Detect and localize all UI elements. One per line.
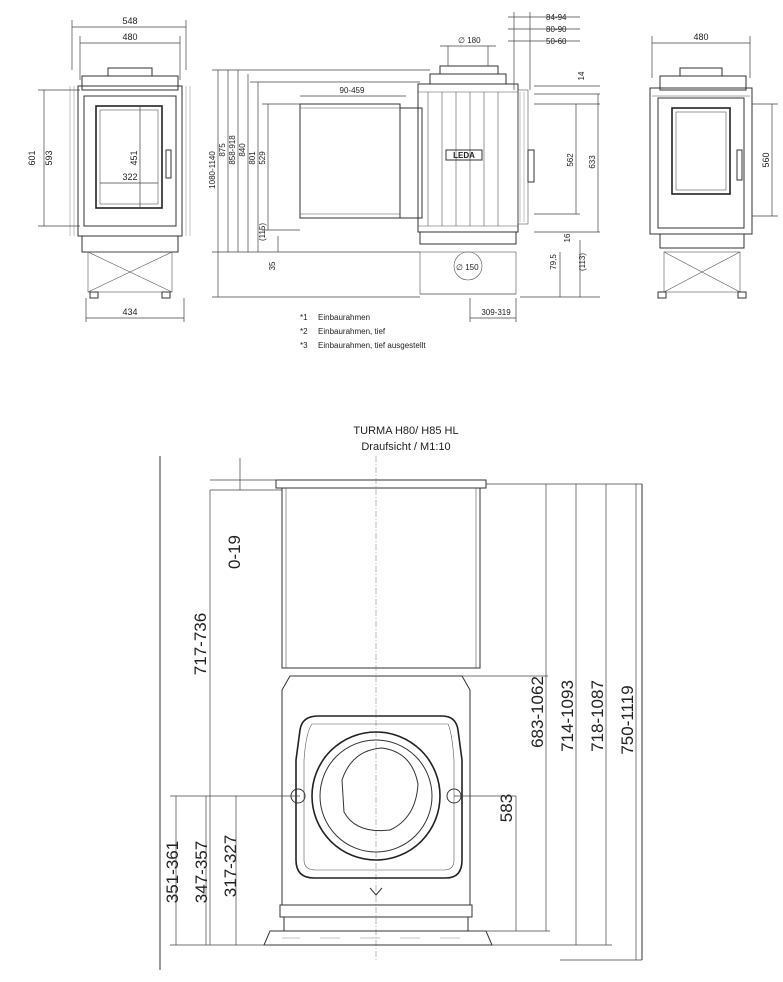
side-height-840: 840 (238, 143, 247, 157)
plan-dim-714-1093: 714-1093 (558, 680, 577, 752)
plan-dim-351-361: 351-361 (163, 840, 182, 904)
side-total-height: 1080-1140 (208, 151, 217, 189)
plan-dim-0-19: 0-19 (225, 534, 244, 570)
front-height-inner: 593 (44, 150, 54, 166)
front-view (27, 16, 190, 322)
side-offset-14: 14 (577, 71, 586, 81)
plan-dim-317-327: 317-327 (221, 834, 240, 898)
side-height-113: (113) (578, 252, 587, 272)
side-offset-50: 50-60 (546, 37, 567, 46)
plan-dim-347-357: 347-357 (192, 840, 211, 904)
note-text: Einbaurahmen, tief ausgestellt (318, 341, 426, 350)
front-width: 480 (122, 32, 138, 42)
front-width-overall: 548 (122, 16, 138, 26)
front-glass-width: 322 (122, 172, 138, 182)
note-text: Einbaurahmen, tief (318, 327, 386, 336)
note-marker: *1 (300, 313, 308, 322)
note-marker: *3 (300, 341, 308, 350)
side-height-858: 858-918 (228, 135, 237, 165)
side-height-79: 79,5 (549, 254, 558, 270)
back-width: 480 (693, 32, 709, 42)
side-height-875: 875 (218, 143, 227, 157)
front-glass-height: 451 (129, 150, 139, 166)
side-height-529: 529 (258, 151, 267, 165)
side-view (208, 12, 600, 350)
back-height: 560 (761, 152, 771, 168)
plan-dim-750-1119: 750-1119 (618, 685, 637, 755)
note-text: Einbaurahmen (318, 313, 371, 322)
plan-title: TURMA H80/ H85 HL (353, 425, 459, 437)
side-air-diameter: ∅ 150 (456, 263, 479, 272)
plan-subtitle: Draufsicht / M1:10 (361, 441, 451, 453)
notes (300, 313, 426, 350)
side-flue-diameter: ∅ 180 (458, 36, 481, 45)
plan-dim-583: 583 (497, 793, 516, 823)
plan-view (160, 425, 642, 970)
side-brand: LEDA (453, 151, 475, 160)
side-height-801: 801 (248, 151, 257, 165)
plan-dim-683-1062: 683-1062 (528, 676, 547, 748)
front-height-outer: 601 (27, 150, 37, 166)
side-height-35: 35 (268, 261, 277, 271)
side-height-633: 633 (588, 155, 597, 169)
back-view (650, 32, 778, 298)
side-offset-80: 80-90 (546, 25, 567, 34)
plan-dim-717-736: 717-736 (191, 612, 210, 676)
side-offset-84: 84-94 (546, 13, 567, 22)
plan-dim-718-1087: 718-1087 (588, 680, 607, 752)
side-height-16: 16 (563, 233, 572, 243)
side-height-562: 562 (566, 153, 575, 167)
front-base-width: 434 (122, 307, 138, 317)
side-depth-top: 90-459 (339, 86, 365, 95)
side-height-115: (115) (258, 222, 267, 242)
note-marker: *2 (300, 327, 308, 336)
side-bottom-depth: 309-319 (481, 308, 511, 317)
